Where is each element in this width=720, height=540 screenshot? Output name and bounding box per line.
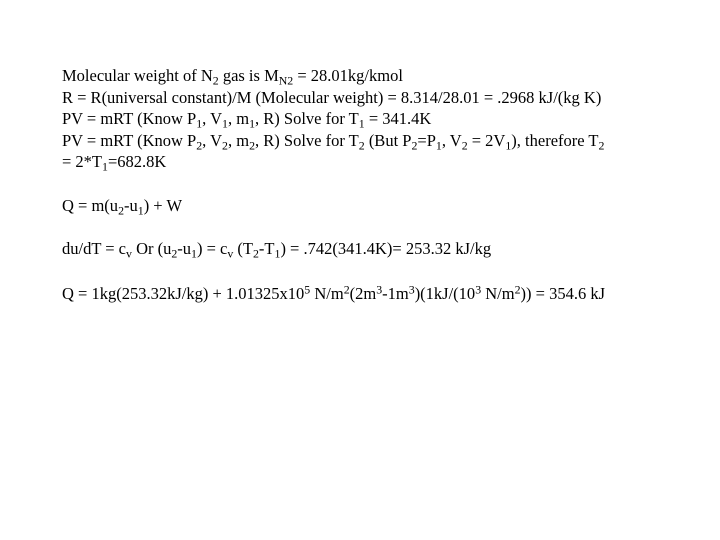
text: (But P: [364, 130, 412, 150]
subscript: 1: [196, 116, 203, 131]
text: = 2V: [467, 130, 506, 150]
superscript: 3: [376, 282, 383, 297]
subscript: 2: [598, 138, 605, 153]
text: -u: [124, 196, 138, 215]
subscript: 2: [252, 246, 259, 261]
gas-constant-line: [62, 87, 662, 109]
subscript: 2: [118, 203, 124, 218]
gas-properties-block: [62, 65, 662, 173]
text: = 2*T: [62, 152, 103, 171]
text: = 28.01kg/kmol: [293, 66, 403, 85]
subscript: 1: [191, 246, 197, 261]
subscript: 2: [411, 138, 418, 153]
subscript: 1: [505, 138, 512, 153]
subscript: 1: [274, 246, 281, 261]
text: ), therefore T: [511, 130, 599, 150]
text: =682.8K: [107, 152, 167, 171]
internal-energy-block: [62, 238, 662, 260]
ideal-gas-t1-line: [62, 108, 662, 130]
text: Q = m(u: [62, 196, 119, 215]
text: = 341.4K: [364, 109, 432, 128]
heat-result-block: [62, 283, 662, 305]
text: -1m: [382, 284, 409, 303]
subscript: 1: [102, 159, 108, 174]
text: Molecular weight of N: [62, 66, 213, 85]
text: -u: [177, 239, 192, 258]
internal-energy-line: [62, 238, 662, 260]
text: , m: [227, 109, 250, 128]
subscript: 2: [358, 138, 365, 153]
text: ) = .742(341.4K)= 253.32 kJ/kg: [280, 239, 492, 258]
ideal-gas-t2-line: [62, 130, 662, 152]
text: , V: [202, 130, 223, 150]
subscript: 1: [222, 116, 228, 131]
text: , R) Solve for T: [255, 130, 359, 150]
subscript: 2: [196, 138, 203, 153]
text: PV = mRT (Know P: [62, 109, 197, 128]
subscript: v: [126, 246, 132, 261]
text: =P: [417, 130, 436, 150]
superscript: 2: [343, 282, 350, 297]
subscript: N2: [278, 73, 294, 88]
text: N/m: [310, 284, 344, 303]
text: , V: [441, 130, 462, 150]
subscript: 1: [249, 116, 256, 131]
superscript: 3: [408, 282, 415, 297]
text: -T: [258, 239, 275, 258]
text: (T: [233, 239, 253, 258]
text: Or (u: [131, 239, 172, 258]
text: )) = 354.6 kJ: [520, 284, 605, 303]
text: ) + W: [143, 196, 183, 215]
subscript: 1: [358, 116, 365, 131]
text: PV = mRT (Know P: [62, 130, 197, 150]
superscript: 3: [475, 282, 482, 297]
first-law-block: [62, 195, 662, 217]
subscript: v: [227, 246, 234, 261]
text: ) = c: [196, 239, 228, 258]
text: R = R(universal constant)/M (Molecular weight) = 8.314/28.01 = .2968 kJ/(kg K): [62, 87, 602, 107]
text: (2m: [349, 284, 377, 303]
first-law-line: [62, 195, 662, 217]
text: du/dT = c: [62, 239, 126, 258]
subscript: 2: [461, 138, 468, 153]
subscript: 1: [435, 138, 442, 153]
text: N/m: [481, 284, 515, 303]
subscript: 2: [171, 246, 178, 261]
subscript: 2: [212, 73, 219, 88]
superscript: 5: [304, 282, 311, 297]
text: , R) Solve for T: [255, 109, 359, 128]
text: , m: [227, 130, 250, 150]
superscript: 2: [514, 282, 521, 297]
text: Q = 1kg(253.32kJ/kg) + 1.01325x10: [62, 284, 305, 303]
t2-result-line: [62, 151, 662, 173]
molecular-weight-line: [62, 65, 662, 87]
text: gas is M: [218, 66, 279, 85]
heat-result-line: [62, 283, 662, 305]
subscript: 1: [137, 203, 144, 218]
subscript: 2: [222, 138, 228, 153]
subscript: 2: [249, 138, 256, 153]
text: , V: [202, 109, 223, 128]
text: )(1kJ/(10: [414, 284, 476, 303]
